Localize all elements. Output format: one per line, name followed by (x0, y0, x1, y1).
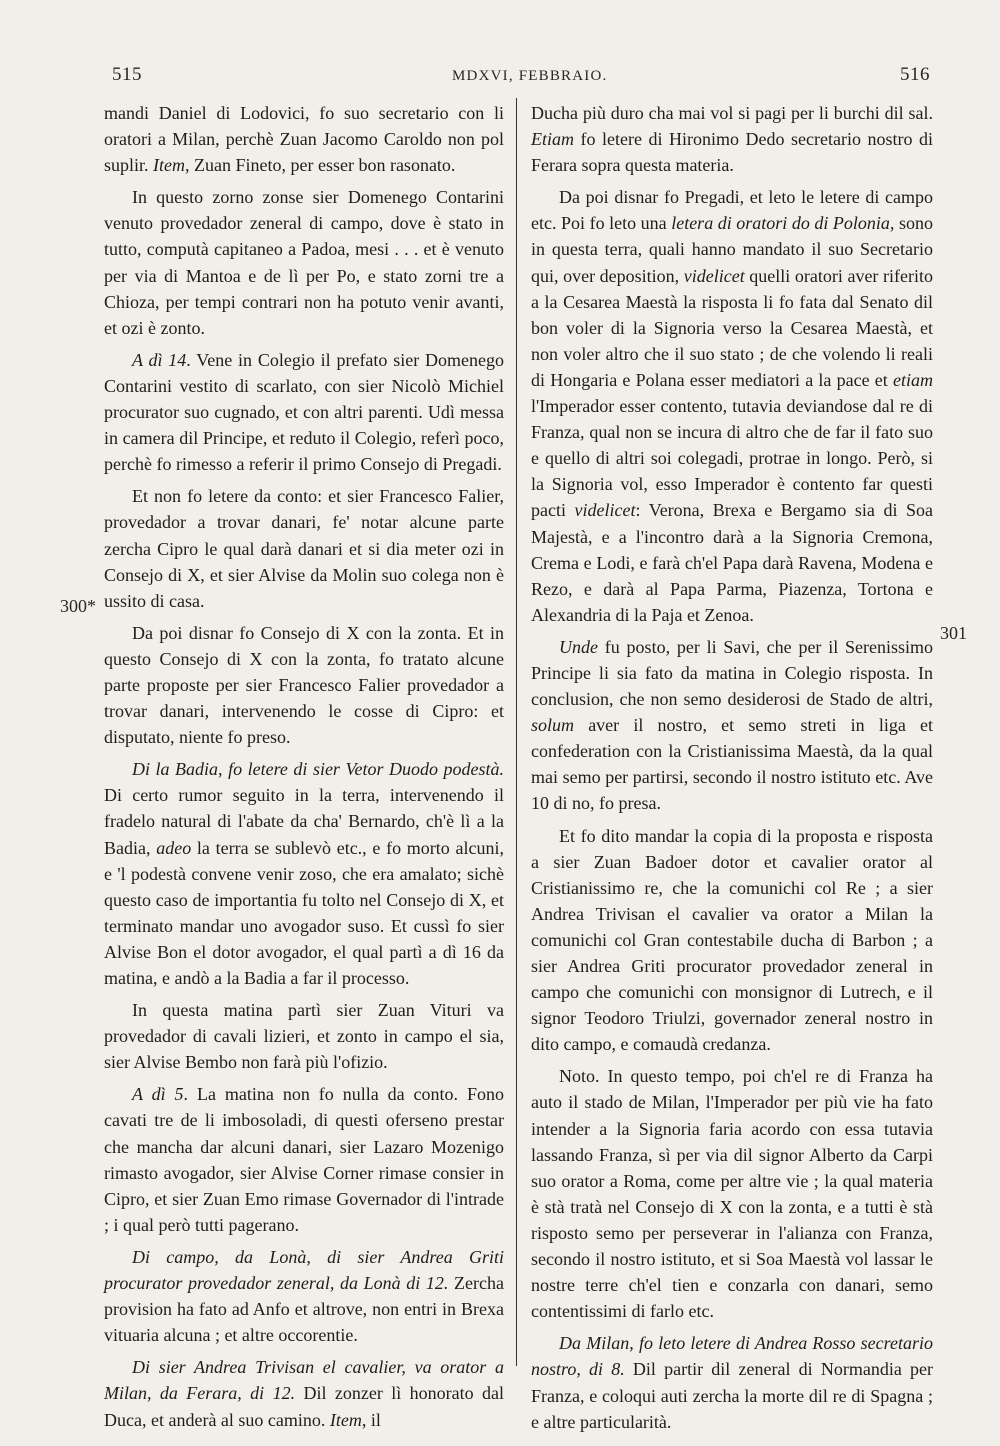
text-run: . Vene in Colegio il prefato sier Domenego Contarini vestito di scarlato, con sier Nicolò Michiel procurator suo cugnado, et con altri parenti. Udì messa in camera dil Principe, et reduto il Colegio, referì poco, perchè fo rimesso a referir il primo Consejo di Pregadi. (104, 349, 505, 475)
text-run: . La matina non fo nulla da conto. Fono cavati tre de li imbosoladi, di questi oferseno prestar che mancha dar alcuni danari, sier Lazaro Mozenigo rimasto avogador, sier Alvise Corner rimase consier in Cipro, et sier Zuan Emo rimase Governador di l'intrade ; i qual però tutti pagerano. (104, 1084, 504, 1235)
paragraph (104, 1244, 504, 1348)
paragraph (531, 184, 933, 628)
italic-text: Etiam (531, 129, 574, 150)
text-run: Ducha più duro cha mai vol si pagi per li burchi dil sal. (531, 103, 933, 123)
text-run: Et fo dito mandar la copia di la proposta e risposta a sier Zuan Badoer dotor et cavalier orator al Cristianissimo re, che la comunichi col Re ; a sier Andrea Trivisan el cavalier va orator a Milan la comunichi col Gran contestabile ducha di Barbon ; a sier Andrea Griti procurator provedador zeneral in campo che comunichi con monsignor di Lutrech, e il signor Teodoro Triulzi, governador zeneral nostro in dito campo, e comaudà credanza. (531, 825, 933, 1055)
paragraph (104, 1354, 504, 1432)
text-run: l'Imperador esser contento, tutavia deviandose dal re di Franza, qual non se incura di altro che de far il fato suo e quello di altri soi colegadi, protrae in longo. Però, si la Signoria vol, esso Imperador è contento far questi pacti (531, 396, 933, 521)
italic-text: Di sier Andrea Trivisan el cavalier, va orator a Milan, da Ferara, di 12. (104, 1357, 504, 1404)
italic-text: solum (531, 715, 575, 736)
paragraph (104, 1081, 504, 1238)
italic-text: A dì 5 (132, 1084, 184, 1105)
text-run: , il (361, 1409, 381, 1430)
italic-text: Item (153, 155, 185, 176)
column-divider (516, 98, 517, 1366)
right-column (531, 100, 933, 1435)
text-run: aver il nostro, et semo streti in liga et confederation con la Cristianissima Maestà, da la qual mai semo per partirsi, secondo il nostro istituto etc. Ave 10 di no, fo presa. (531, 715, 933, 814)
italic-text: Di campo, da Lonà, di sier Andrea Griti procurator provedador zeneral, da Lonà di 12. (104, 1246, 504, 1294)
text-run: Di certo rumor seguito in la terra, intervenendo il fradelo natural di l'abate da cha' Bernardo, ch'è lì a la Badia, (104, 785, 504, 858)
running-header: MDXVI, FEBBRAIO. (452, 68, 608, 84)
paragraph (104, 756, 504, 991)
text-run: Da poi disnar fo Pregadi, et leto le letere di campo etc. Poi fo leto una (531, 187, 933, 234)
italic-text: A dì 14 (132, 349, 187, 370)
paragraph (104, 184, 504, 341)
left-column (104, 100, 504, 1433)
italic-text: Da Milan, fo leto letere di Andrea Rosso secretario nostro, di 8. (531, 1333, 933, 1380)
text-run: Da poi disnar fo Consejo di X con la zonta. Et in questo Consejo di X con la zonta, fo tratato alcune parte proposte per sier Francesco Falier provedador a trovar danari, intervenendo le cosse di Cipro: et disputato, niente fo preso. (104, 622, 504, 748)
text-run: In questo zorno zonse sier Domenego Contarini venuto provedador zeneral di campo, dove è stato in tutto, computà capitaneo a Padoa, mesi . . . et è venuto per via di Mantoa e de lì per Po, e stato zorni tre a Chioza, per tempi contrari non ha potuto venir avanti, et ozi è zonto. (104, 187, 504, 338)
paragraph (531, 100, 933, 178)
paragraph (531, 1063, 933, 1324)
text-run: Et non fo letere da conto: et sier Francesco Falier, provedador a trovar danari, fe' notar alcune parte zercha Cipro le qual darà danari et si dia meter ozi in Consejo di X, et sier Alvise da Molin suo colega non è ussito di casa. (104, 486, 504, 611)
paragraph (104, 347, 504, 477)
text-run: Dil partir dil zeneral di Normandia per Franza, e coloqui auti zercha la morte dil re di Spagna ; e altre particularità. (531, 1359, 933, 1432)
text-run: fu posto, per li Savi, che per il Serenissimo Principe li sia fato da matina in Colegio risposta. In conclusion, che non semo desiderosi de Stado de altri, (531, 636, 933, 710)
text-run: la terra se sublevò etc., e fo morto alcuni, e 'l podestà convene venir zoso, che era amalato; sichè questo caso de importantia fu tolto nel Consejo di X, et terminato mandar uno avogador suso. Et cussì fo sier Alvise Bon el dotor avogador, el qual partì a dì 16 da matina, e andò a la Badia a far il processo. (104, 837, 504, 988)
paragraph (104, 483, 504, 613)
italic-text: Unde (559, 636, 598, 657)
paragraph (104, 997, 504, 1075)
text-run: Zercha provision ha fato ad Anfo et altrove, non entri in Brexa vituaria alcuna ; et altre occorentie. (104, 1273, 504, 1346)
italic-text: adeo (156, 837, 192, 858)
text-run: sono in questa terra, quali hanno mandato il suo Secretario qui, over deposition, (531, 213, 933, 286)
italic-text: letera di oratori do di Polonia, (671, 213, 895, 234)
text-run: , Zuan Fineto, per esser bon rasonato. (185, 155, 456, 176)
paragraph (531, 634, 933, 817)
text-run: mandi Daniel di Lodovici, fo suo secretario con li oratori a Milan, perchè Zuan Jacomo Caroldo non pol suplir. (104, 103, 504, 176)
paragraph (531, 1330, 933, 1434)
paragraph (104, 100, 504, 178)
italic-text: videlicet (574, 500, 636, 521)
margin-number-right: 301 (940, 623, 967, 643)
paragraph (104, 620, 504, 750)
page-number-left: 515 (112, 64, 142, 85)
page-number-right: 516 (900, 64, 930, 85)
text-run: Dil zonzer lì honorato dal Duca, et anderà al suo camino. (104, 1383, 504, 1430)
italic-text: Di la Badia, fo letere di sier Vetor Duodo podestà. (132, 759, 504, 780)
italic-text: Item (329, 1409, 362, 1430)
text-run: fo letere di Hironimo Dedo secretario nostro di Ferara sopra questa materia. (531, 129, 933, 176)
text-run: quelli oratori aver riferito a la Cesarea Maestà la risposta li fo fata dal Senato dil bon voler di la Signoria verso la Cesarea Maestà, et non voler altro che il suo stato ; de che volendo li reali di Hongaria e Polana esser mediatori a la pace et (531, 265, 933, 390)
text-run: : Verona, Brexa e Bergamo sia di Soa Majestà, e a l'incontro darà a la Signoria Cremona, Crema e Lodi, e farà ch'el Papa darà Ravena, Modena e Rezo, e darà al Papa Parma, Piazenza, Tortona e Alexandria di la Paja et Zenoa. (531, 500, 933, 625)
text-run: In questa matina partì sier Zuan Vituri va provedador di cavali lizieri, et zonto in campo el sia, sier Alvise Bembo non farà più l'ofizio. (104, 1000, 504, 1073)
margin-number-left: 300* (60, 596, 96, 616)
text-run: Noto. In questo tempo, poi ch'el re di Franza ha auto il stado de Milan, l'Imperador per più vie ha fato intender a la Signoria faria acordo con essa tutavia lassando Franza, sì per via dil signor Alberto da Carpi suo orator a Roma, come per altre vie ; la qual materia è stà tratà nel Consejo di X con la zonta, e a tutti è stà risposto semo per perseverar in l'alianza con Franza, secondo il nostro istituto, et si Soa Maestà vol lassar le nostre terre ch'el tien e conzarla con danari, semo contentissimi di farlo etc. (531, 1066, 933, 1322)
italic-text: videlicet (683, 265, 745, 286)
paragraph (531, 823, 933, 1058)
italic-text: etiam (893, 369, 933, 390)
